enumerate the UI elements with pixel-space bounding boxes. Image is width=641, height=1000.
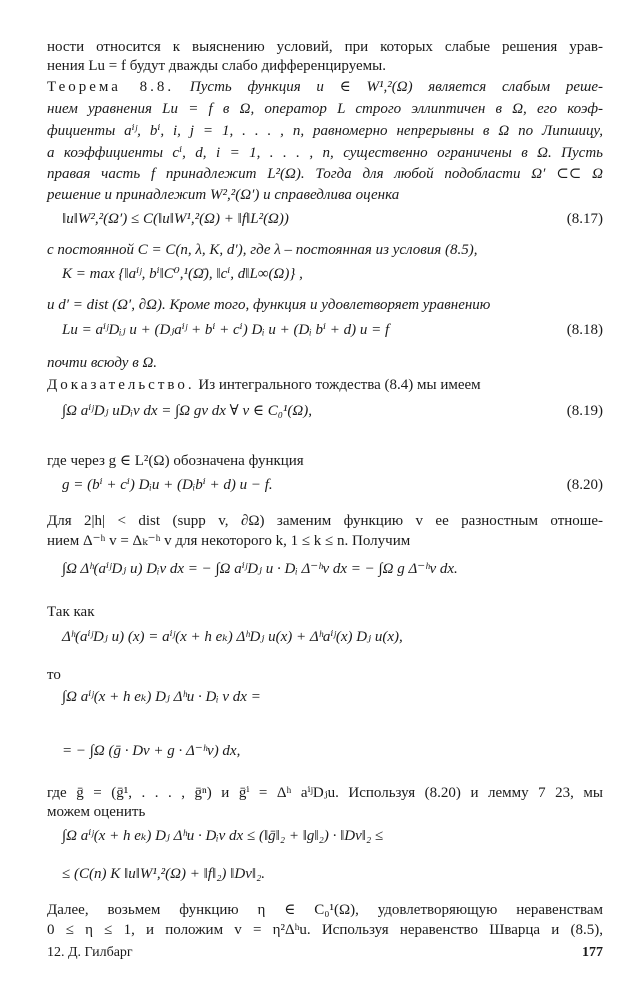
text-line: нием Δ⁻ʰ v = Δₖ⁻ʰ v для некоторого k, 1 ≤ k ≤ n. Получим xyxy=(47,533,411,549)
equation-8-20: g = (bⁱ + cⁱ) Dᵢu + (Dᵢbⁱ + d) u − f. xyxy=(62,477,273,493)
equation-estimate-continued: ≤ (C(n) K ‖u‖W¹,²(Ω) + ‖f‖₂) ‖Dv‖₂. xyxy=(62,866,266,882)
theorem-line: и d′ = dist (Ω′, ∂Ω). Кроме того, функция u удовлетворяет уравнению xyxy=(47,297,491,313)
text-line: где ḡ = (ḡ¹, . . . , ḡⁿ) и ḡⁱ = Δʰ aⁱʲDⱼu. Используя (8.20) и лемму 7 23, мы xyxy=(47,785,603,801)
theorem-line: фициенты aⁱʲ, bⁱ, i, j = 1, . . . , n, равномерно непрерывны в Ω по Липшицу, xyxy=(47,123,603,139)
theorem-line: почти всюду в Ω. xyxy=(47,355,158,371)
theorem-line: правая часть f принадлежит L²(Ω). Тогда для любой подобласти Ω′ ⊂⊂ Ω xyxy=(47,166,603,182)
theorem-line: нием уравнения Lu = f в Ω, оператор L строго эллиптичен в Ω, его коэф- xyxy=(47,101,603,117)
text-line: ности относится к выяснению условий, при которых слабые решения урав- xyxy=(47,39,603,55)
proof-line xyxy=(47,376,603,395)
text-line: можем оценить xyxy=(47,804,146,820)
theorem-line: с постоянной C = C(n, λ, K, d′), где λ – постоянная из условия (8.5), xyxy=(47,242,478,258)
theorem-line: а коэффициенты cⁱ, d, i = 1, . . . , n, существенно ограничены в Ω. Пусть xyxy=(47,145,603,161)
equation-8-19: ∫Ω aⁱʲDⱼ uDᵢv dx = ∫Ω gv dx ∀ v ∈ C₀¹(Ω), xyxy=(62,403,313,419)
equation-integral-right: = − ∫Ω (ḡ · Dv + g · Δ⁻ʰv) dx, xyxy=(62,743,241,759)
equation-number: (8.18) xyxy=(566,322,603,338)
equation-number: (8.17) xyxy=(566,211,603,227)
equation-8-18: Lu = aⁱʲDᵢⱼ u + (Dⱼaⁱʲ + bⁱ + cⁱ) Dᵢ u + (Dᵢ bⁱ + d) u = f xyxy=(62,322,390,338)
text-line: где через g ∈ L²(Ω) обозначена функция xyxy=(47,453,304,469)
footer-signature: 12. Д. Гилбарг xyxy=(47,945,133,960)
theorem-heading: Теорема 8.8. xyxy=(47,79,175,95)
equation-product-rule: Δʰ(aⁱʲDⱼ u) (x) = aⁱʲ(x + h eₖ) ΔʰDⱼ u(x) + Δʰaⁱʲ(x) Dⱼ u(x), xyxy=(62,629,403,645)
text-line: Далее, возьмем функцию η ∈ C₀¹(Ω), удовлетворяющую неравенствам xyxy=(47,902,603,918)
text-line: Так как xyxy=(47,604,95,620)
equation-number: (8.20) xyxy=(566,477,603,493)
proof-heading: Доказательство. xyxy=(47,377,195,393)
equation-difference-quotient: ∫Ω Δʰ(aⁱʲDⱼ u) Dᵢv dx = − ∫Ω aⁱʲDⱼ u · Dᵢ Δ⁻ʰv dx = − ∫Ω g Δ⁻ʰv dx. xyxy=(62,561,458,577)
theorem-line xyxy=(47,78,603,97)
equation-integral-left: ∫Ω aⁱʲ(x + h eₖ) Dⱼ Δʰu · Dᵢ v dx = xyxy=(62,689,261,705)
theorem-text: Пусть функция u ∈ W¹,²(Ω) является слабым реше- xyxy=(174,79,603,95)
proof-text: Из интегрального тождества (8.4) мы имеем xyxy=(194,377,481,393)
text-line: нения Lu = f будут дважды слабо дифференцируемы. xyxy=(47,58,386,74)
text-line: то xyxy=(47,667,61,683)
page-number: 177 xyxy=(582,945,603,960)
text-line: Для 2|h| < dist (supp v, ∂Ω) заменим функцию v ее разностным отноше- xyxy=(47,513,603,529)
equation-estimate: ∫Ω aⁱʲ(x + h eₖ) Dⱼ Δʰu · Dᵢv dx ≤ (‖ḡ‖₂ + ‖g‖₂) · ‖Dv‖₂ ≤ xyxy=(62,828,384,844)
text-line: 0 ≤ η ≤ 1, и положим v = η²Δʰu. Используя неравенство Шварца и (8.5), xyxy=(47,922,603,938)
constant-K-definition: K = max {‖aⁱʲ, bⁱ‖C⁰,¹(Ω̄), ‖cⁱ, d‖L∞(Ω)} , xyxy=(62,266,303,282)
equation-8-17: ‖u‖W²,²(Ω′) ≤ C(‖u‖W¹,²(Ω) + ‖f‖L²(Ω)) xyxy=(62,211,289,227)
theorem-line: решение u принадлежит W²,²(Ω′) и справедлива оценка xyxy=(47,187,400,203)
equation-number: (8.19) xyxy=(566,403,603,419)
